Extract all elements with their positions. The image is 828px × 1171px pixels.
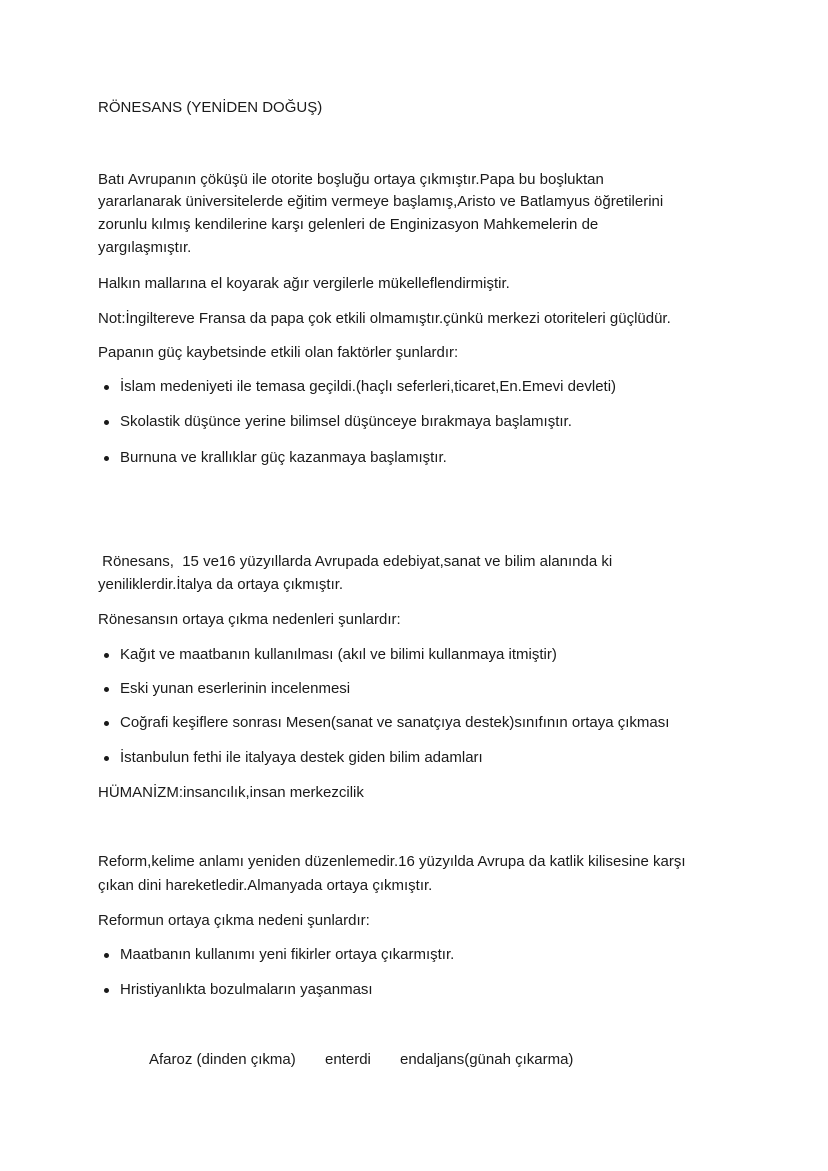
bullet-icon — [104, 385, 109, 390]
bullet-icon — [104, 456, 109, 461]
reform-line: Reform,kelime anlamı yeniden düzenlemedir.16 yüzyılda Avrupa da katlik kilisesine karşı — [98, 853, 686, 870]
list-item: İstanbulun fethi ile italyaya destek giden bilim adamları — [120, 749, 483, 766]
list-item: Hristiyanlıkta bozulmaların yaşanması — [120, 981, 373, 998]
intro-line: zorunlu kılmış kendilerine karşı gelenleri de Enginizasyon Mahkemelerin de — [98, 216, 599, 233]
term-endaljans: endaljans(günah çıkarma) — [400, 1051, 574, 1068]
renaissance-line: Rönesans, 15 ve16 yüzyıllarda Avrupada edebiyat,sanat ve bilim alanında ki — [98, 553, 613, 570]
bullet-icon — [104, 653, 109, 658]
list-item: Eski yunan eserlerinin incelenmesi — [120, 680, 351, 697]
humanism-definition: HÜMANİZM:insancılık,insan merkezcilik — [98, 784, 364, 801]
list-item: Maatbanın kullanımı yeni fikirler ortaya çıkarmıştır. — [120, 946, 455, 963]
list-item: Kağıt ve maatbanın kullanılması (akıl ve bilimi kullanmaya itmiştir) — [120, 646, 557, 663]
renaissance-causes-heading: Rönesansın ortaya çıkma nedenleri şunlardır: — [98, 611, 401, 628]
note-paragraph: Not:İngiltereve Fransa da papa çok etkili olmamıştır.çünkü merkezi otoriteleri güçlüdür. — [98, 310, 671, 327]
list-item: Burnuna ve krallıklar güç kazanmaya başlamıştır. — [120, 449, 447, 466]
list-item: İslam medeniyeti ile temasa geçildi.(haçlı seferleri,ticaret,En.Emevi devleti) — [120, 378, 617, 395]
bullet-icon — [104, 988, 109, 993]
factors-heading: Papanın güç kaybetsinde etkili olan faktörler şunlardır: — [98, 344, 459, 361]
term-afaroz: Afaroz (dinden çıkma) — [149, 1051, 296, 1068]
taxes-paragraph: Halkın mallarına el koyarak ağır vergilerle mükelleflendirmiştir. — [98, 275, 510, 292]
reform-causes-heading: Reformun ortaya çıkma nedeni şunlardır: — [98, 912, 370, 929]
list-item: Coğrafi keşiflere sonrası Mesen(sanat ve sanatçıya destek)sınıfının ortaya çıkması — [120, 714, 670, 731]
intro-line: yargılaşmıştır. — [98, 239, 192, 256]
list-item: Skolastik düşünce yerine bilimsel düşünceye bırakmaya başlamıştır. — [120, 413, 572, 430]
term-enterdi: enterdi — [325, 1051, 371, 1068]
reform-line: çıkan dini hareketledir.Almanyada ortaya çıkmıştır. — [98, 877, 433, 894]
document-title: RÖNESANS (YENİDEN DOĞUŞ) — [98, 99, 323, 116]
bullet-icon — [104, 953, 109, 958]
renaissance-line: yeniliklerdir.İtalya da ortaya çıkmıştır. — [98, 576, 344, 593]
intro-line: yararlanarak üniversitelerde eğitim vermeye başlamış,Aristo ve Batlamyus öğretilerini — [98, 193, 664, 210]
bullet-icon — [104, 420, 109, 425]
bullet-icon — [104, 756, 109, 761]
intro-line: Batı Avrupanın çöküşü ile otorite boşluğu ortaya çıkmıştır.Papa bu boşluktan — [98, 171, 604, 188]
bullet-icon — [104, 721, 109, 726]
bullet-icon — [104, 687, 109, 692]
